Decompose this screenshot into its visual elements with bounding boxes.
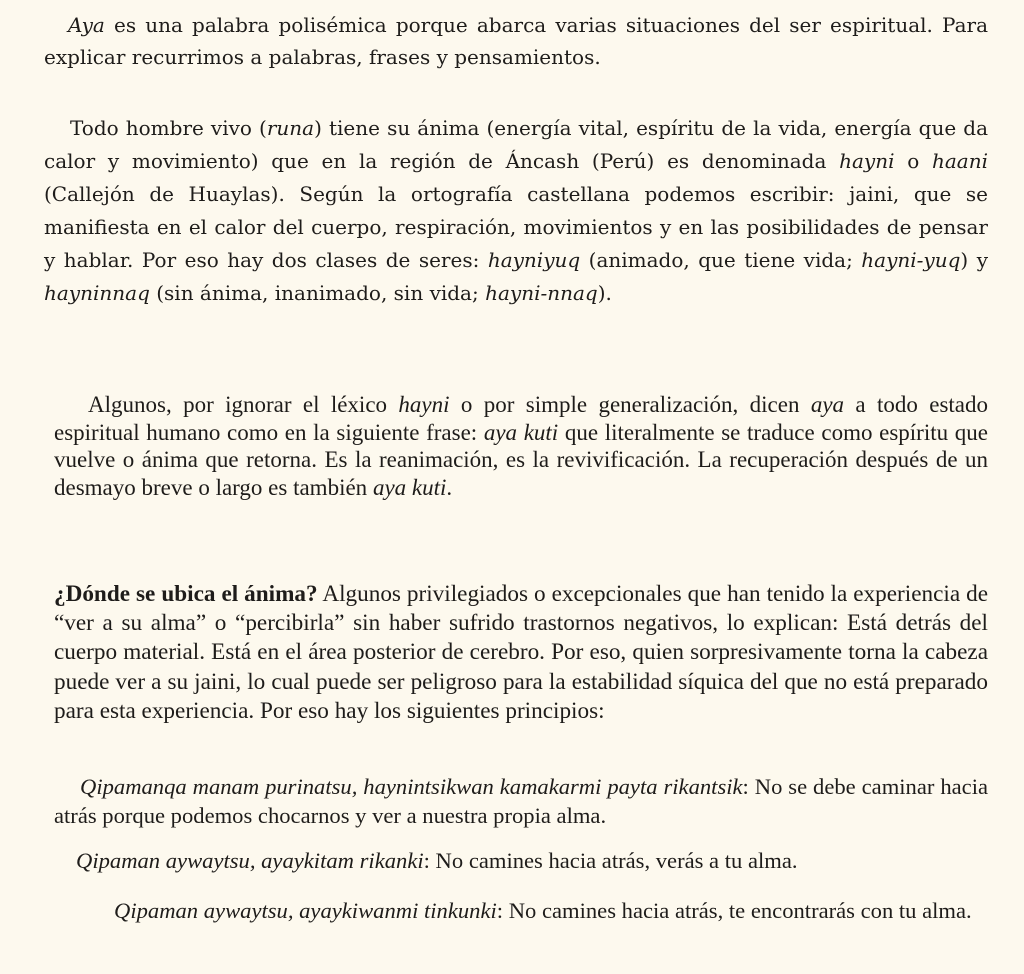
text-segment: (Callejón de Huaylas). Según la ortografía castellana podemos escribir: jaini, que se manifiesta en el calor del cuerpo, respiración, movimientos y en las posibilidades de pensar y hablar. Por eso hay dos clases de seres: xyxy=(44,182,988,272)
term-aya-kuti: aya kuti xyxy=(372,474,447,500)
quechua-phrase: Qipaman aywaytsu, ayaykiwanmi tinkunki xyxy=(114,898,497,923)
text-segment: a todo estado espiritual humano como en la siguiente frase: xyxy=(54,392,988,445)
principle-1 xyxy=(54,772,988,830)
term-hayni-yuq: hayni-yuq xyxy=(861,248,961,272)
term-hayni: hayni xyxy=(839,149,895,173)
term-hayninnaq: hayninnaq xyxy=(44,281,150,305)
text-segment: (sin ánima, inanimado, sin vida; xyxy=(149,281,486,305)
text-segment: es una palabra polisémica porque abarca varias situaciones del ser espiritual. Para explicar recurrimos a palabras, frases y pensamientos. xyxy=(44,13,988,69)
text-segment: Todo hombre vivo ( xyxy=(70,116,267,140)
text-segment: o por simple generalización, dicen xyxy=(449,392,811,417)
principle-2 xyxy=(54,846,988,875)
paragraph-donde-anima xyxy=(54,580,988,726)
paragraph-aya-kuti xyxy=(54,391,988,501)
term-haani: haani xyxy=(931,149,988,173)
text-segment: que literalmente se traduce como espíritu que vuelve o ánima que retorna. Es la reanimación, es la revivificación. La recuperación después de un desmayo breve o largo es también xyxy=(54,419,988,500)
text-segment: ) tiene su ánima (energía vital, espíritu de la vida, energía que da calor y movimiento) que en la región de Áncash (Perú) es denominada xyxy=(44,116,989,173)
term-runa: runa xyxy=(266,116,315,140)
translation: : No camines hacia atrás, verás a tu alma. xyxy=(423,848,798,873)
term-aya: aya xyxy=(810,392,845,417)
term-aya-kuti: aya kuti xyxy=(483,419,559,445)
term-hayni: hayni xyxy=(398,392,450,417)
section-heading: ¿Dónde se ubica el ánima? xyxy=(54,581,318,607)
quechua-phrase: Qipaman aywaytsu, ayaykitam rikanki xyxy=(76,848,424,873)
term-hayni-nnaq: hayni-nnaq xyxy=(485,281,598,305)
paragraph-runa-anima xyxy=(44,112,988,310)
translation: : No se debe caminar hacia atrás porque podemos chocarnos y ver a nuestra propia alma. xyxy=(54,774,988,828)
translation: : No camines hacia atrás, te encontrarás con tu alma. xyxy=(496,898,972,923)
term-hayniyuq: hayniyuq xyxy=(487,248,581,272)
text-segment: ) y xyxy=(960,248,988,272)
text-segment: Algunos, por ignorar el léxico xyxy=(88,392,399,417)
text-segment: Algunos privilegiados o excepcionales que han tenido la experiencia de “ver a su alma” o “percibirla” sin haber sufrido trastornos negativos, lo explican: Está detrás del cuerpo material. Está en el área posterior de cerebro. Por eso, quien sorpresivamente torna la cabeza puede ver a su jaini, lo cual puede ser peligroso para la estabilidad síquica del que no está preparado para esta experiencia. Por eso hay los siguientes principios: xyxy=(54,581,988,724)
text-segment: ). xyxy=(597,281,612,305)
principle-3 xyxy=(54,896,988,925)
text-segment: o xyxy=(894,149,932,173)
text-segment: . xyxy=(446,474,453,500)
text-segment: (animado, que tiene vida; xyxy=(580,248,862,272)
term-aya: Aya xyxy=(68,13,105,37)
paragraph-aya-definition xyxy=(44,9,988,73)
quechua-phrase: Qipamanqa manam purinatsu, haynintsikwan kamakarmi payta rikantsik xyxy=(80,774,743,799)
